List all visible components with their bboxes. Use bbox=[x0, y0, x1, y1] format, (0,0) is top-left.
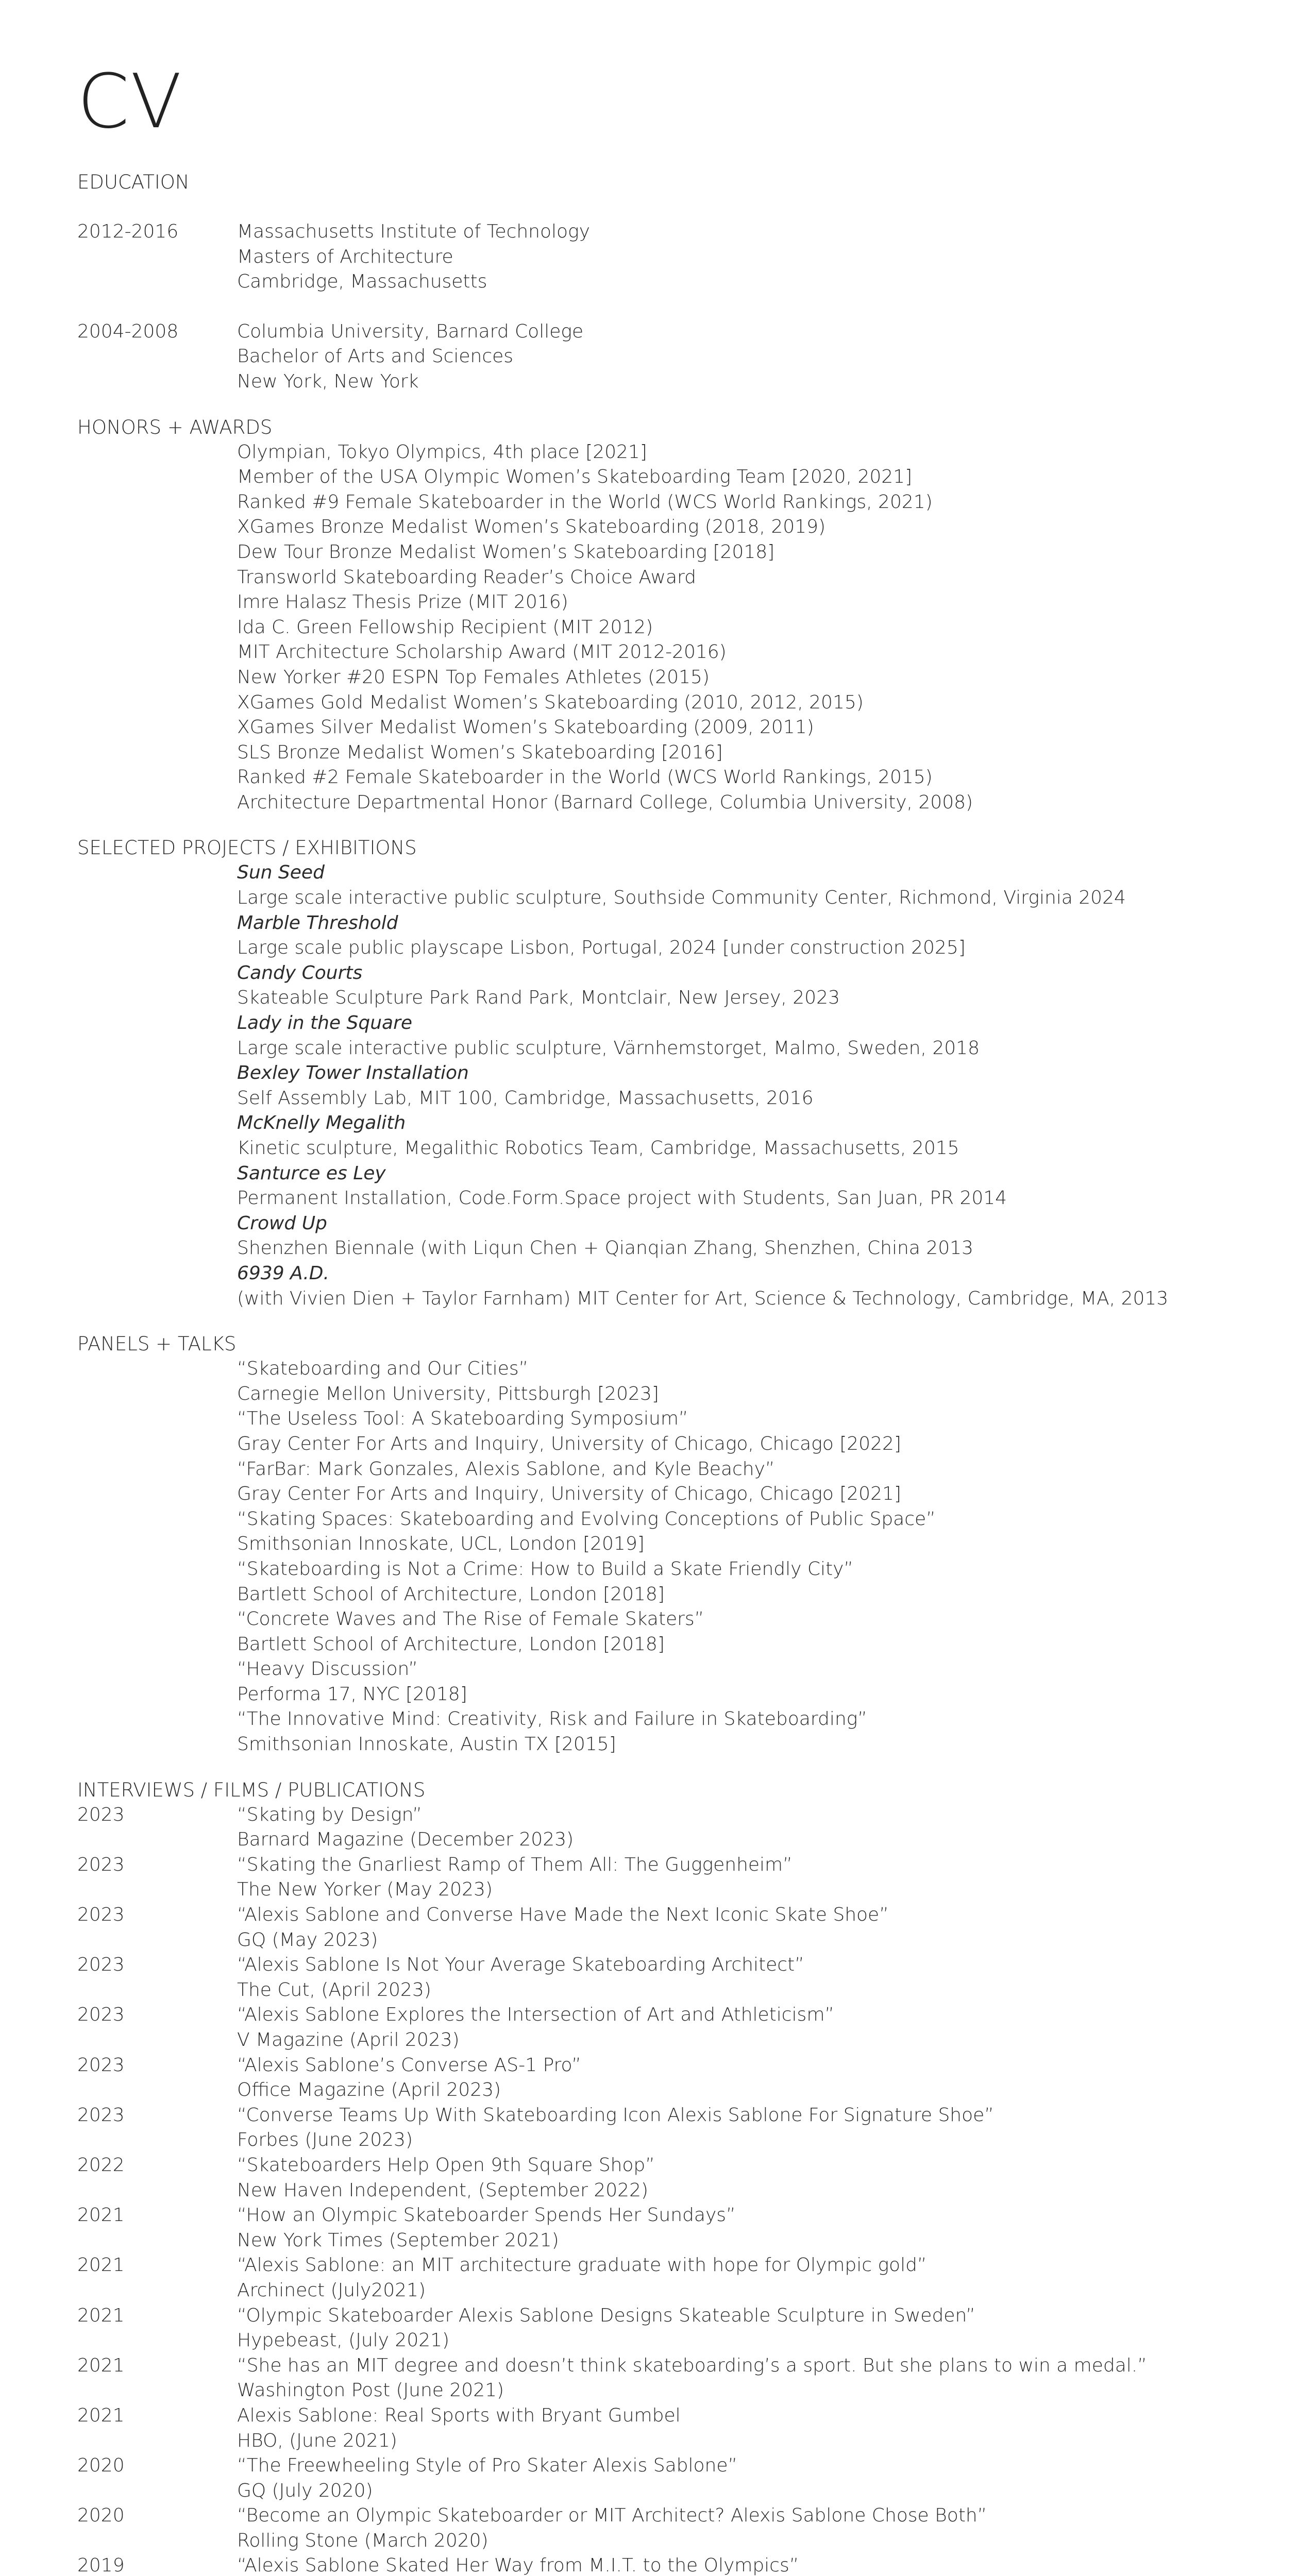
education-entry bbox=[77, 219, 1262, 295]
publication-source: GQ (May 2023) bbox=[237, 1929, 378, 1951]
publication-details bbox=[237, 2403, 1262, 2453]
education-line: Massachusetts Institute of Technology bbox=[237, 221, 590, 242]
publication-entry bbox=[77, 2403, 1262, 2453]
section-heading-education: EDUCATION bbox=[77, 171, 190, 193]
publication-year: 2022 bbox=[77, 2154, 125, 2176]
education-line: Bachelor of Arts and Sciences bbox=[237, 346, 514, 367]
publication-title: “Alexis Sablone: an MIT architecture graduate with hope for Olympic gold” bbox=[237, 2255, 927, 2276]
publication-entry bbox=[77, 2503, 1262, 2553]
honor-item: SLS Bronze Medalist Women’s Skateboarding [2016] bbox=[237, 741, 723, 763]
publication-details bbox=[237, 2453, 1262, 2503]
publication-details bbox=[237, 1903, 1262, 1953]
honor-item: XGames Gold Medalist Women’s Skateboarding (2010, 2012, 2015) bbox=[237, 691, 864, 713]
honor-item: Transworld Skateboarding Reader’s Choice Award bbox=[237, 566, 697, 588]
publication-source: Forbes (June 2023) bbox=[237, 2129, 413, 2151]
panel-venue: Smithsonian Innoskate, Austin TX [2015] bbox=[237, 1734, 616, 1755]
publication-year: 2023 bbox=[77, 1804, 125, 1825]
publication-entry bbox=[77, 1953, 1262, 2003]
education-details bbox=[237, 319, 1262, 395]
publication-entry bbox=[77, 2253, 1262, 2303]
project-name: 6939 A.D. bbox=[237, 1262, 329, 1284]
publication-details bbox=[237, 1803, 1262, 1853]
education-section bbox=[77, 170, 1262, 395]
honor-item: Ranked #9 Female Skateboarder in the World (WCS World Rankings, 2021) bbox=[237, 491, 933, 513]
publication-entry bbox=[77, 2353, 1262, 2403]
education-line: Cambridge, Massachusetts bbox=[237, 271, 487, 293]
honor-item: Member of the USA Olympic Women’s Skateboarding Team [2020, 2021] bbox=[237, 466, 913, 488]
publication-year: 2021 bbox=[77, 2205, 125, 2226]
panels-section bbox=[77, 1332, 1262, 1757]
publication-details bbox=[237, 2003, 1262, 2053]
publication-title: “Alexis Sablone Is Not Your Average Skateboarding Architect” bbox=[237, 1954, 804, 1976]
honor-item: MIT Architecture Scholarship Award (MIT 2012-2016) bbox=[237, 641, 727, 663]
publication-entry bbox=[77, 2103, 1262, 2153]
publication-year: 2019 bbox=[77, 2555, 125, 2576]
publication-title: “Olympic Skateboarder Alexis Sablone Designs Skateable Sculpture in Sweden” bbox=[237, 2304, 975, 2326]
page-title: CV bbox=[77, 58, 183, 145]
publication-year: 2023 bbox=[77, 1854, 125, 1875]
education-list bbox=[77, 219, 1262, 395]
education-line: Columbia University, Barnard College bbox=[237, 320, 584, 342]
education-line: New York, New York bbox=[237, 370, 419, 392]
project-name: Candy Courts bbox=[237, 962, 363, 984]
publication-year: 2023 bbox=[77, 1954, 125, 1976]
project-description: Permanent Installation, Code.Form.Space project with Students, San Juan, PR 2014 bbox=[237, 1188, 1007, 1209]
honor-item: Ranked #2 Female Skateboarder in the World (WCS World Rankings, 2015) bbox=[237, 767, 933, 788]
publication-source: The Cut, (April 2023) bbox=[237, 1979, 431, 2001]
publication-entry bbox=[77, 1803, 1262, 1853]
publication-title: “Skating by Design” bbox=[237, 1804, 423, 1825]
panel-venue: Gray Center For Arts and Inquiry, University of Chicago, Chicago [2022] bbox=[237, 1433, 901, 1454]
publication-title: “Become an Olympic Skateboarder or MIT Architect? Alexis Sablone Chose Both” bbox=[237, 2505, 987, 2527]
publication-source: New York Times (September 2021) bbox=[237, 2229, 559, 2251]
publication-source: New Haven Independent, (September 2022) bbox=[237, 2179, 649, 2201]
publication-source: GQ (July 2020) bbox=[237, 2480, 373, 2501]
publication-source: Office Magazine (April 2023) bbox=[237, 2079, 501, 2101]
publication-year: 2021 bbox=[77, 2304, 125, 2326]
publication-year: 2023 bbox=[77, 1904, 125, 1926]
publication-source: V Magazine (April 2023) bbox=[237, 2029, 460, 2050]
project-description: Large scale public playscape Lisbon, Portugal, 2024 [under construction 2025] bbox=[237, 937, 966, 959]
publication-entry bbox=[77, 1903, 1262, 1953]
honor-item: Ida C. Green Fellowship Recipient (MIT 2012) bbox=[237, 616, 653, 638]
honor-item: Olympian, Tokyo Olympics, 4th place [2021] bbox=[237, 441, 647, 463]
honor-item: XGames Bronze Medalist Women’s Skateboarding (2018, 2019) bbox=[237, 516, 826, 538]
honor-item: XGames Silver Medalist Women’s Skateboarding (2009, 2011) bbox=[237, 717, 814, 738]
publication-details bbox=[237, 2203, 1262, 2253]
publication-year: 2020 bbox=[77, 2505, 125, 2527]
panel-title: “Heavy Discussion” bbox=[237, 1658, 418, 1680]
publication-title: “Alexis Sablone Explores the Intersection of Art and Athleticism” bbox=[237, 2004, 835, 2026]
publication-details bbox=[237, 2153, 1262, 2203]
publication-details bbox=[237, 1953, 1262, 2003]
panel-venue: Gray Center For Arts and Inquiry, University of Chicago, Chicago [2021] bbox=[237, 1483, 901, 1505]
publication-source: Barnard Magazine (December 2023) bbox=[237, 1829, 574, 1851]
publication-source: Archinect (July2021) bbox=[237, 2279, 426, 2301]
publication-title: “Skating the Gnarliest Ramp of Them All: The Guggenheim” bbox=[237, 1854, 793, 1875]
project-description: Large scale interactive public sculpture, Värnhemstorget, Malmo, Sweden, 2018 bbox=[237, 1037, 980, 1059]
panel-title: “Concrete Waves and The Rise of Female Skaters” bbox=[237, 1608, 704, 1630]
publication-year: 2021 bbox=[77, 2404, 125, 2426]
panel-title: “The Useless Tool: A Skateboarding Symposium” bbox=[237, 1408, 688, 1430]
section-heading-projects: SELECTED PROJECTS / EXHIBITIONS bbox=[77, 837, 417, 859]
publication-title: “Alexis Sablone Skated Her Way from M.I.T. to the Olympics” bbox=[237, 2555, 799, 2576]
publication-title: “She has an MIT degree and doesn’t think skateboarding’s a sport. But she plans to win a medal.” bbox=[237, 2354, 1147, 2376]
project-description: Kinetic sculpture, Megalithic Robotics Team, Cambridge, Massachusetts, 2015 bbox=[237, 1138, 959, 1159]
education-years: 2004-2008 bbox=[77, 320, 179, 342]
publication-year: 2023 bbox=[77, 2104, 125, 2126]
publication-year: 2021 bbox=[77, 2255, 125, 2276]
project-description: Large scale interactive public sculpture, Southside Community Center, Richmond, Virginia 2024 bbox=[237, 887, 1126, 909]
education-details bbox=[237, 219, 1262, 295]
panels-list bbox=[77, 1357, 1262, 1757]
publication-year: 2023 bbox=[77, 2054, 125, 2076]
education-line: Masters of Architecture bbox=[237, 246, 453, 267]
publication-entry bbox=[77, 2553, 1262, 2576]
publication-year: 2020 bbox=[77, 2455, 125, 2477]
panel-title: “Skateboarding and Our Cities” bbox=[237, 1358, 529, 1380]
project-description: (with Vivien Dien + Taylor Farnham) MIT Center for Art, Science & Technology, Cambridge, MA, 2013 bbox=[237, 1287, 1169, 1309]
publication-title: Alexis Sablone: Real Sports with Bryant Gumbel bbox=[237, 2404, 681, 2426]
project-name: Sun Seed bbox=[237, 862, 325, 884]
panel-venue: Performa 17, NYC [2018] bbox=[237, 1683, 467, 1705]
publication-source: Rolling Stone (March 2020) bbox=[237, 2530, 488, 2551]
panel-venue: Bartlett School of Architecture, London [2018] bbox=[237, 1583, 665, 1605]
education-entry bbox=[77, 319, 1262, 395]
section-heading-interviews: INTERVIEWS / FILMS / PUBLICATIONS bbox=[77, 1778, 426, 1801]
publication-details bbox=[237, 2503, 1262, 2553]
project-description: Skateable Sculpture Park Rand Park, Montclair, New Jersey, 2023 bbox=[237, 987, 840, 1009]
project-name: Bexley Tower Installation bbox=[237, 1062, 469, 1084]
project-description: Self Assembly Lab, MIT 100, Cambridge, Massachusetts, 2016 bbox=[237, 1087, 814, 1109]
panel-title: “FarBar: Mark Gonzales, Alexis Sablone, and Kyle Beachy” bbox=[237, 1458, 775, 1480]
project-name: Santurce es Ley bbox=[237, 1162, 386, 1184]
publication-year: 2021 bbox=[77, 2354, 125, 2376]
publication-source: Washington Post (June 2021) bbox=[237, 2380, 504, 2401]
interviews-list bbox=[77, 1803, 1262, 2576]
publication-details bbox=[237, 2303, 1262, 2353]
publication-entry bbox=[77, 2303, 1262, 2353]
section-heading-honors: HONORS + AWARDS bbox=[77, 416, 273, 438]
publication-title: “Skateboarders Help Open 9th Square Shop” bbox=[237, 2154, 655, 2176]
publication-source: The New Yorker (May 2023) bbox=[237, 1879, 493, 1901]
projects-section bbox=[77, 836, 1262, 1311]
publication-title: “Alexis Sablone and Converse Have Made the Next Iconic Skate Shoe” bbox=[237, 1904, 889, 1926]
honor-item: Architecture Departmental Honor (Barnard College, Columbia University, 2008) bbox=[237, 791, 973, 813]
publication-entry bbox=[77, 2203, 1262, 2253]
publication-details bbox=[237, 2103, 1262, 2153]
panel-title: “The Innovative Mind: Creativity, Risk and Failure in Skateboarding” bbox=[237, 1708, 867, 1730]
publication-details bbox=[237, 2553, 1262, 2576]
panel-venue: Smithsonian Innoskate, UCL, London [2019] bbox=[237, 1533, 645, 1555]
project-description: Shenzhen Biennale (with Liqun Chen + Qianqian Zhang, Shenzhen, China 2013 bbox=[237, 1238, 973, 1259]
publication-entry bbox=[77, 2453, 1262, 2503]
publication-title: “Alexis Sablone’s Converse AS-1 Pro” bbox=[237, 2054, 581, 2076]
publication-title: “Converse Teams Up With Skateboarding Icon Alexis Sablone For Signature Shoe” bbox=[237, 2104, 994, 2126]
publication-entry bbox=[77, 1853, 1262, 1903]
honor-item: Dew Tour Bronze Medalist Women’s Skateboarding [2018] bbox=[237, 541, 775, 563]
honors-section bbox=[77, 415, 1262, 816]
publication-details bbox=[237, 1853, 1262, 1903]
publication-title: “The Freewheeling Style of Pro Skater Alexis Sablone” bbox=[237, 2455, 738, 2477]
publication-details bbox=[237, 2353, 1262, 2403]
panel-venue: Bartlett School of Architecture, London [2018] bbox=[237, 1633, 665, 1655]
panel-title: “Skating Spaces: Skateboarding and Evolving Conceptions of Public Space” bbox=[237, 1508, 936, 1530]
panel-venue: Carnegie Mellon University, Pittsburgh [2023] bbox=[237, 1383, 659, 1404]
project-name: Crowd Up bbox=[237, 1212, 327, 1234]
project-name: McKnelly Megalith bbox=[237, 1112, 406, 1134]
publication-source: Hypebeast, (July 2021) bbox=[237, 2330, 450, 2351]
publication-year: 2023 bbox=[77, 2004, 125, 2026]
honor-item: Imre Halasz Thesis Prize (MIT 2016) bbox=[237, 591, 568, 613]
publication-details bbox=[237, 2053, 1262, 2103]
publication-entry bbox=[77, 2053, 1262, 2103]
publication-title: “How an Olympic Skateboarder Spends Her Sundays” bbox=[237, 2205, 736, 2226]
publication-entry bbox=[77, 2153, 1262, 2203]
section-heading-panels: PANELS + TALKS bbox=[77, 1333, 237, 1355]
publication-details bbox=[237, 2253, 1262, 2303]
projects-list bbox=[77, 860, 1262, 1311]
project-name: Marble Threshold bbox=[237, 912, 398, 934]
honors-list bbox=[77, 440, 1262, 816]
panel-title: “Skateboarding is Not a Crime: How to Build a Skate Friendly City” bbox=[237, 1558, 854, 1580]
project-name: Lady in the Square bbox=[237, 1012, 413, 1034]
cv-content bbox=[77, 170, 1262, 2576]
education-years: 2012-2016 bbox=[77, 221, 179, 242]
interviews-section bbox=[77, 1778, 1262, 2576]
honor-item: New Yorker #20 ESPN Top Females Athletes (2015) bbox=[237, 666, 710, 688]
publication-source: HBO, (June 2021) bbox=[237, 2430, 397, 2451]
publication-entry bbox=[77, 2003, 1262, 2053]
